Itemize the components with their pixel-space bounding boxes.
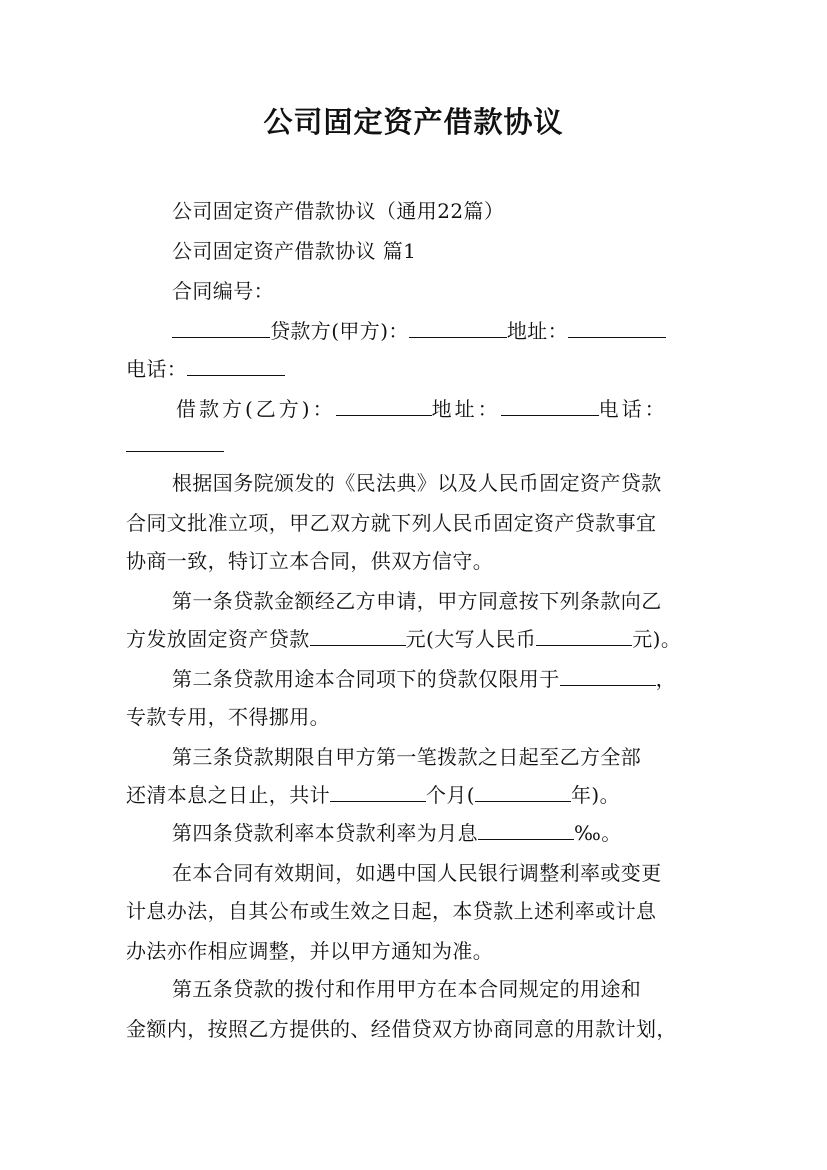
paragraph-line: 根据国务院颁发的《民法典》以及人民币固定资产贷款 <box>172 471 662 495</box>
article-3-term-line <box>126 780 620 810</box>
article-3-text: 个月( <box>426 783 476 807</box>
blank-line <box>560 664 656 686</box>
blank-line <box>336 394 432 416</box>
blank-line <box>478 818 574 840</box>
borrower-label: 借款方(乙方)： <box>176 397 336 421</box>
blank-line <box>475 780 571 802</box>
lender-phone-line <box>126 354 285 384</box>
blank-line <box>536 624 632 646</box>
article-4-text: ‰。 <box>574 821 622 845</box>
article-1-text: 元)。 <box>632 627 682 651</box>
lender-line <box>172 316 666 346</box>
paragraph-line: 在本合同有效期间，如遇中国人民银行调整利率或变更 <box>172 861 662 885</box>
blank-line <box>126 430 224 452</box>
blank-line <box>409 316 507 338</box>
blank-line <box>310 624 406 646</box>
article-4-line <box>172 818 622 848</box>
article-1-line: 第一条贷款金额经乙方申请，甲方同意按下列条款向乙 <box>172 589 662 613</box>
document-title: 公司固定资产借款协议 <box>263 105 564 139</box>
article-3-text: 还清本息之日止，共计 <box>126 783 330 807</box>
article-1-amount-line <box>126 624 681 654</box>
article-4-text: 第四条贷款利率本贷款利率为月息 <box>172 821 478 845</box>
blank-line <box>568 316 666 338</box>
subtitle: 公司固定资产借款协议（通用22篇） <box>172 199 505 223</box>
article-5-line: 第五条贷款的拨付和作用甲方在本合同规定的用途和 <box>172 977 642 1001</box>
borrower-phone-blank-line <box>126 430 224 460</box>
blank-line <box>330 780 426 802</box>
lender-phone-label: 电话： <box>126 357 188 381</box>
borrower-line <box>176 394 668 424</box>
borrower-phone-label: 电话： <box>598 397 668 421</box>
article-1-text: 方发放固定资产贷款 <box>126 627 310 651</box>
article-2-line <box>172 664 676 694</box>
article-2-text: 第二条贷款用途本合同项下的贷款仅限用于 <box>172 667 560 691</box>
blank-line <box>172 316 270 338</box>
chapter-heading: 公司固定资产借款协议 篇1 <box>172 239 417 263</box>
article-5-line: 金额内，按照乙方提供的、经借贷双方协商同意的用款计划， <box>126 1017 677 1041</box>
blank-line <box>501 394 599 416</box>
article-3-text: 年)。 <box>571 783 621 807</box>
article-2-text: ， <box>655 667 677 691</box>
article-3-line: 第三条贷款期限自甲方第一笔拨款之日起至乙方全部 <box>172 745 642 769</box>
blank-line <box>187 354 285 376</box>
paragraph-line: 办法亦作相应调整，并以甲方通知为准。 <box>126 939 494 963</box>
article-2-line: 专款专用，不得挪用。 <box>126 705 330 729</box>
borrower-address-label: 地址： <box>431 397 501 421</box>
lender-address-label: 地址： <box>506 319 569 343</box>
paragraph-line: 合同文批准立项，甲乙双方就下列人民币固定资产贷款事宜 <box>126 511 657 535</box>
contract-number-label: 合同编号： <box>172 279 274 303</box>
paragraph-line: 协商一致，特订立本合同，供双方信守。 <box>126 549 494 573</box>
paragraph-line: 计息办法，自其公布或生效之日起，本贷款上述利率或计息 <box>126 899 657 923</box>
lender-label: 贷款方(甲方)： <box>270 319 409 343</box>
article-1-text: 元(大写人民币 <box>405 627 537 651</box>
